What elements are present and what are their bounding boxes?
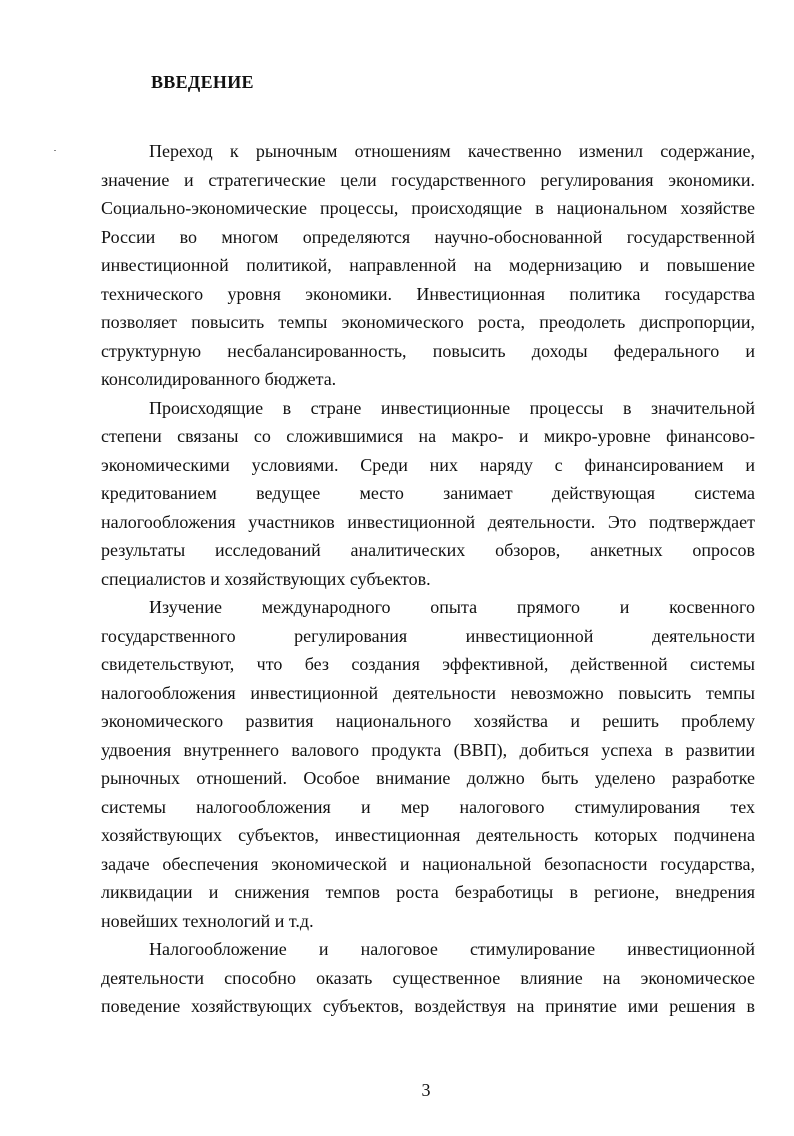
body-text (101, 137, 755, 1021)
text-line: новейших технологий и т.д. (101, 910, 314, 931)
text-line: консолидированного бюджета. (101, 369, 337, 389)
text-line: налогообложения инвестиционной деятельности невозможно повысить темпы (101, 682, 755, 703)
text-line: государственного регулирования инвестиционной деятельности (101, 625, 755, 646)
text-line: налогообложения участников инвестиционной деятельности. Это подтверждает (101, 511, 755, 532)
text-line: значение и стратегические цели государственного регулирования экономики. (101, 169, 755, 190)
text-line: рыночных отношений. Особое внимание должно быть уделено разработке (101, 768, 755, 788)
text-line: экономическими условиями. Среди них наряду с финансированием и (101, 454, 755, 475)
text-line: хозяйствующих субъектов, инвестиционная деятельность которых подчинена (101, 825, 755, 845)
text-line: кредитованием ведущее место занимает действующая система (101, 483, 755, 503)
text-line: ликвидации и снижения темпов роста безработицы в регионе, внедрения (101, 882, 755, 902)
text-line: поведение хозяйствующих субъектов, воздействуя на принятие ими решения в (101, 996, 755, 1016)
section-heading: ВВЕДЕНИЕ (151, 72, 254, 92)
text-line: результаты исследований аналитических обзоров, анкетных опросов (101, 540, 755, 560)
text-line: Изучение международного опыта прямого и косвенного (149, 597, 755, 617)
text-line: структурную несбалансированность, повысить доходы федерального и (101, 340, 755, 361)
text-line: степени связаны со сложившимися на макро- и микро-уровне финансово- (101, 426, 755, 446)
text-line: задаче обеспечения экономической и национальной безопасности государства, (101, 853, 755, 874)
text-line: деятельности способно оказать существенное влияние на экономическое (101, 967, 755, 988)
text-line: инвестиционной политикой, направленной на модернизацию и повышение (101, 255, 755, 275)
text-line: удвоения внутреннего валового продукта (ВВП), добиться успеха в развитии (101, 739, 755, 760)
text-line: Налогообложение и налоговое стимулирование инвестиционной (149, 939, 755, 959)
text-line: системы налогообложения и мер налогового стимулирования тех (101, 796, 755, 817)
scan-speck (54, 150, 56, 151)
text-line: свидетельствуют, что без создания эффективной, действенной системы (101, 654, 755, 674)
page-number: 3 (421, 1080, 431, 1100)
text-line: Социально-экономические процессы, происходящие в национальном хозяйстве (101, 198, 755, 218)
text-line: Происходящие в стране инвестиционные процессы в значительной (149, 397, 755, 418)
text-line: экономического развития национального хозяйства и решить проблему (101, 711, 755, 731)
text-line: специалистов и хозяйствующих субъектов. (101, 568, 431, 589)
text-line: России во многом определяются научно-обоснованной государственной (101, 226, 755, 247)
text-line: технического уровня экономики. Инвестиционная политика государства (101, 283, 755, 304)
text-line: позволяет повысить темпы экономического роста, преодолеть диспропорции, (101, 312, 755, 332)
text-line: Переход к рыночным отношениям качественно изменил содержание, (149, 141, 755, 161)
